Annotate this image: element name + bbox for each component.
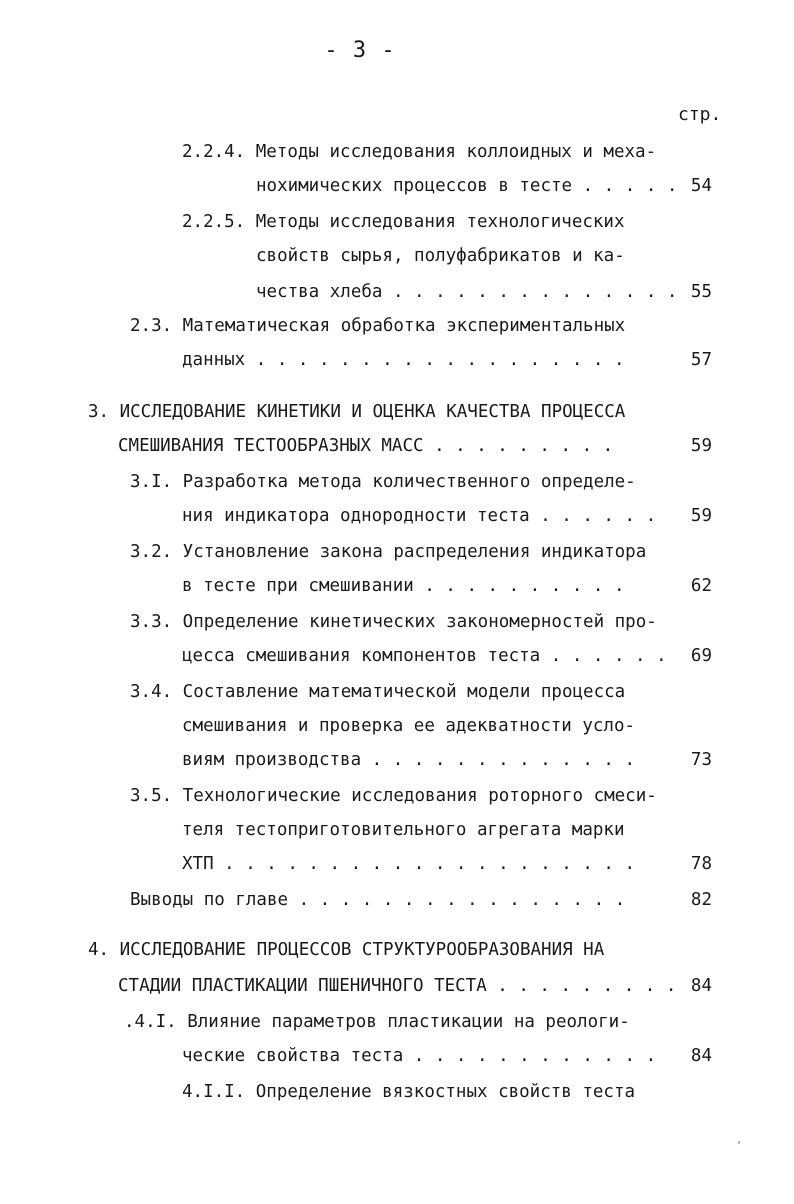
toc-chapter-heading: СТАДИИ ПЛАСТИКАЦИИ ПШЕНИЧНОГО ТЕСТА . . . . . . . . . [118,976,677,996]
toc-page-number: 62 [690,576,712,596]
toc-page-number: 82 [690,890,712,910]
toc-line: 2.3. Математическая обработка экспериментальных [130,316,626,336]
toc-line: в тесте при смешивании . . . . . . . . . . [182,576,625,596]
toc-page-number: 57 [690,350,712,370]
toc-chapter-heading: СМЕШИВАНИЯ ТЕСТООБРАЗНЫХ МАСС . . . . . . . . . [118,436,614,456]
toc-line: чества хлеба . . . . . . . . . . . . . . [256,282,678,302]
toc-line: 2.2.4. Методы исследования коллоидных и меха- [182,142,657,162]
toc-line: Выводы по главе . . . . . . . . . . . . . . . . [130,890,626,910]
toc-line: нохимических процессов в тесте . . . . . [256,176,678,196]
toc-chapter-heading: 3. ИССЛЕДОВАНИЕ КИНЕТИКИ И ОЦЕНКА КАЧЕСТВА ПРОЦЕССА [88,402,626,422]
toc-line: 3.3. Определение кинетических закономерностей про- [130,612,657,632]
toc-line: виям производства . . . . . . . . . . . . . [182,750,636,770]
toc-line: 3.5. Технологические исследования роторного смеси- [130,786,657,806]
toc-line: свойств сырья, полуфабрикатов и ка- [256,246,625,266]
toc-line: цесса смешивания компонентов теста . . . . . . [182,646,667,666]
toc-line: ния индикатора однородности теста . . . . . . [182,506,657,526]
toc-line: .4.I. Влияние параметров пластикации на реологи- [124,1012,630,1032]
toc-line: 4.I.I. Определение вязкостных свойств теста [182,1082,636,1102]
toc-page-number: 54 [690,176,712,196]
toc-line: ХТП . . . . . . . . . . . . . . . . . . . . [182,854,636,874]
page-column-label: стр. [678,104,722,125]
toc-page-number: 69 [690,646,712,666]
toc-line: 2.2.5. Методы исследования технологических [182,212,625,232]
toc-line: данных . . . . . . . . . . . . . . . . . . [182,350,625,370]
toc-page-number: 84 [690,976,712,996]
toc-line: 3.4. Составление математической модели процесса [130,682,626,702]
toc-line: смешивания и проверка ее адекватности усло- [182,716,636,736]
stray-mark: ' [736,1140,743,1151]
toc-page-number: 59 [690,506,712,526]
toc-page-number: 55 [690,282,712,302]
toc-line: теля тестоприготовительного агрегата марки [182,820,625,840]
toc-line: 3.2. Установление закона распределения индикатора [130,542,647,562]
toc-page-number: 84 [690,1046,712,1066]
toc-page-number: 78 [690,854,712,874]
page-number: - 3 - [324,38,396,63]
toc-chapter-heading: 4. ИССЛЕДОВАНИЕ ПРОЦЕССОВ СТРУКТУРООБРАЗОВАНИЯ НА [88,940,605,960]
toc-page-number: 59 [690,436,712,456]
toc-line: 3.I. Разработка метода количественного определе- [130,472,636,492]
toc-page-number: 73 [690,750,712,770]
toc-line: ческие свойства теста . . . . . . . . . . . . [182,1046,657,1066]
